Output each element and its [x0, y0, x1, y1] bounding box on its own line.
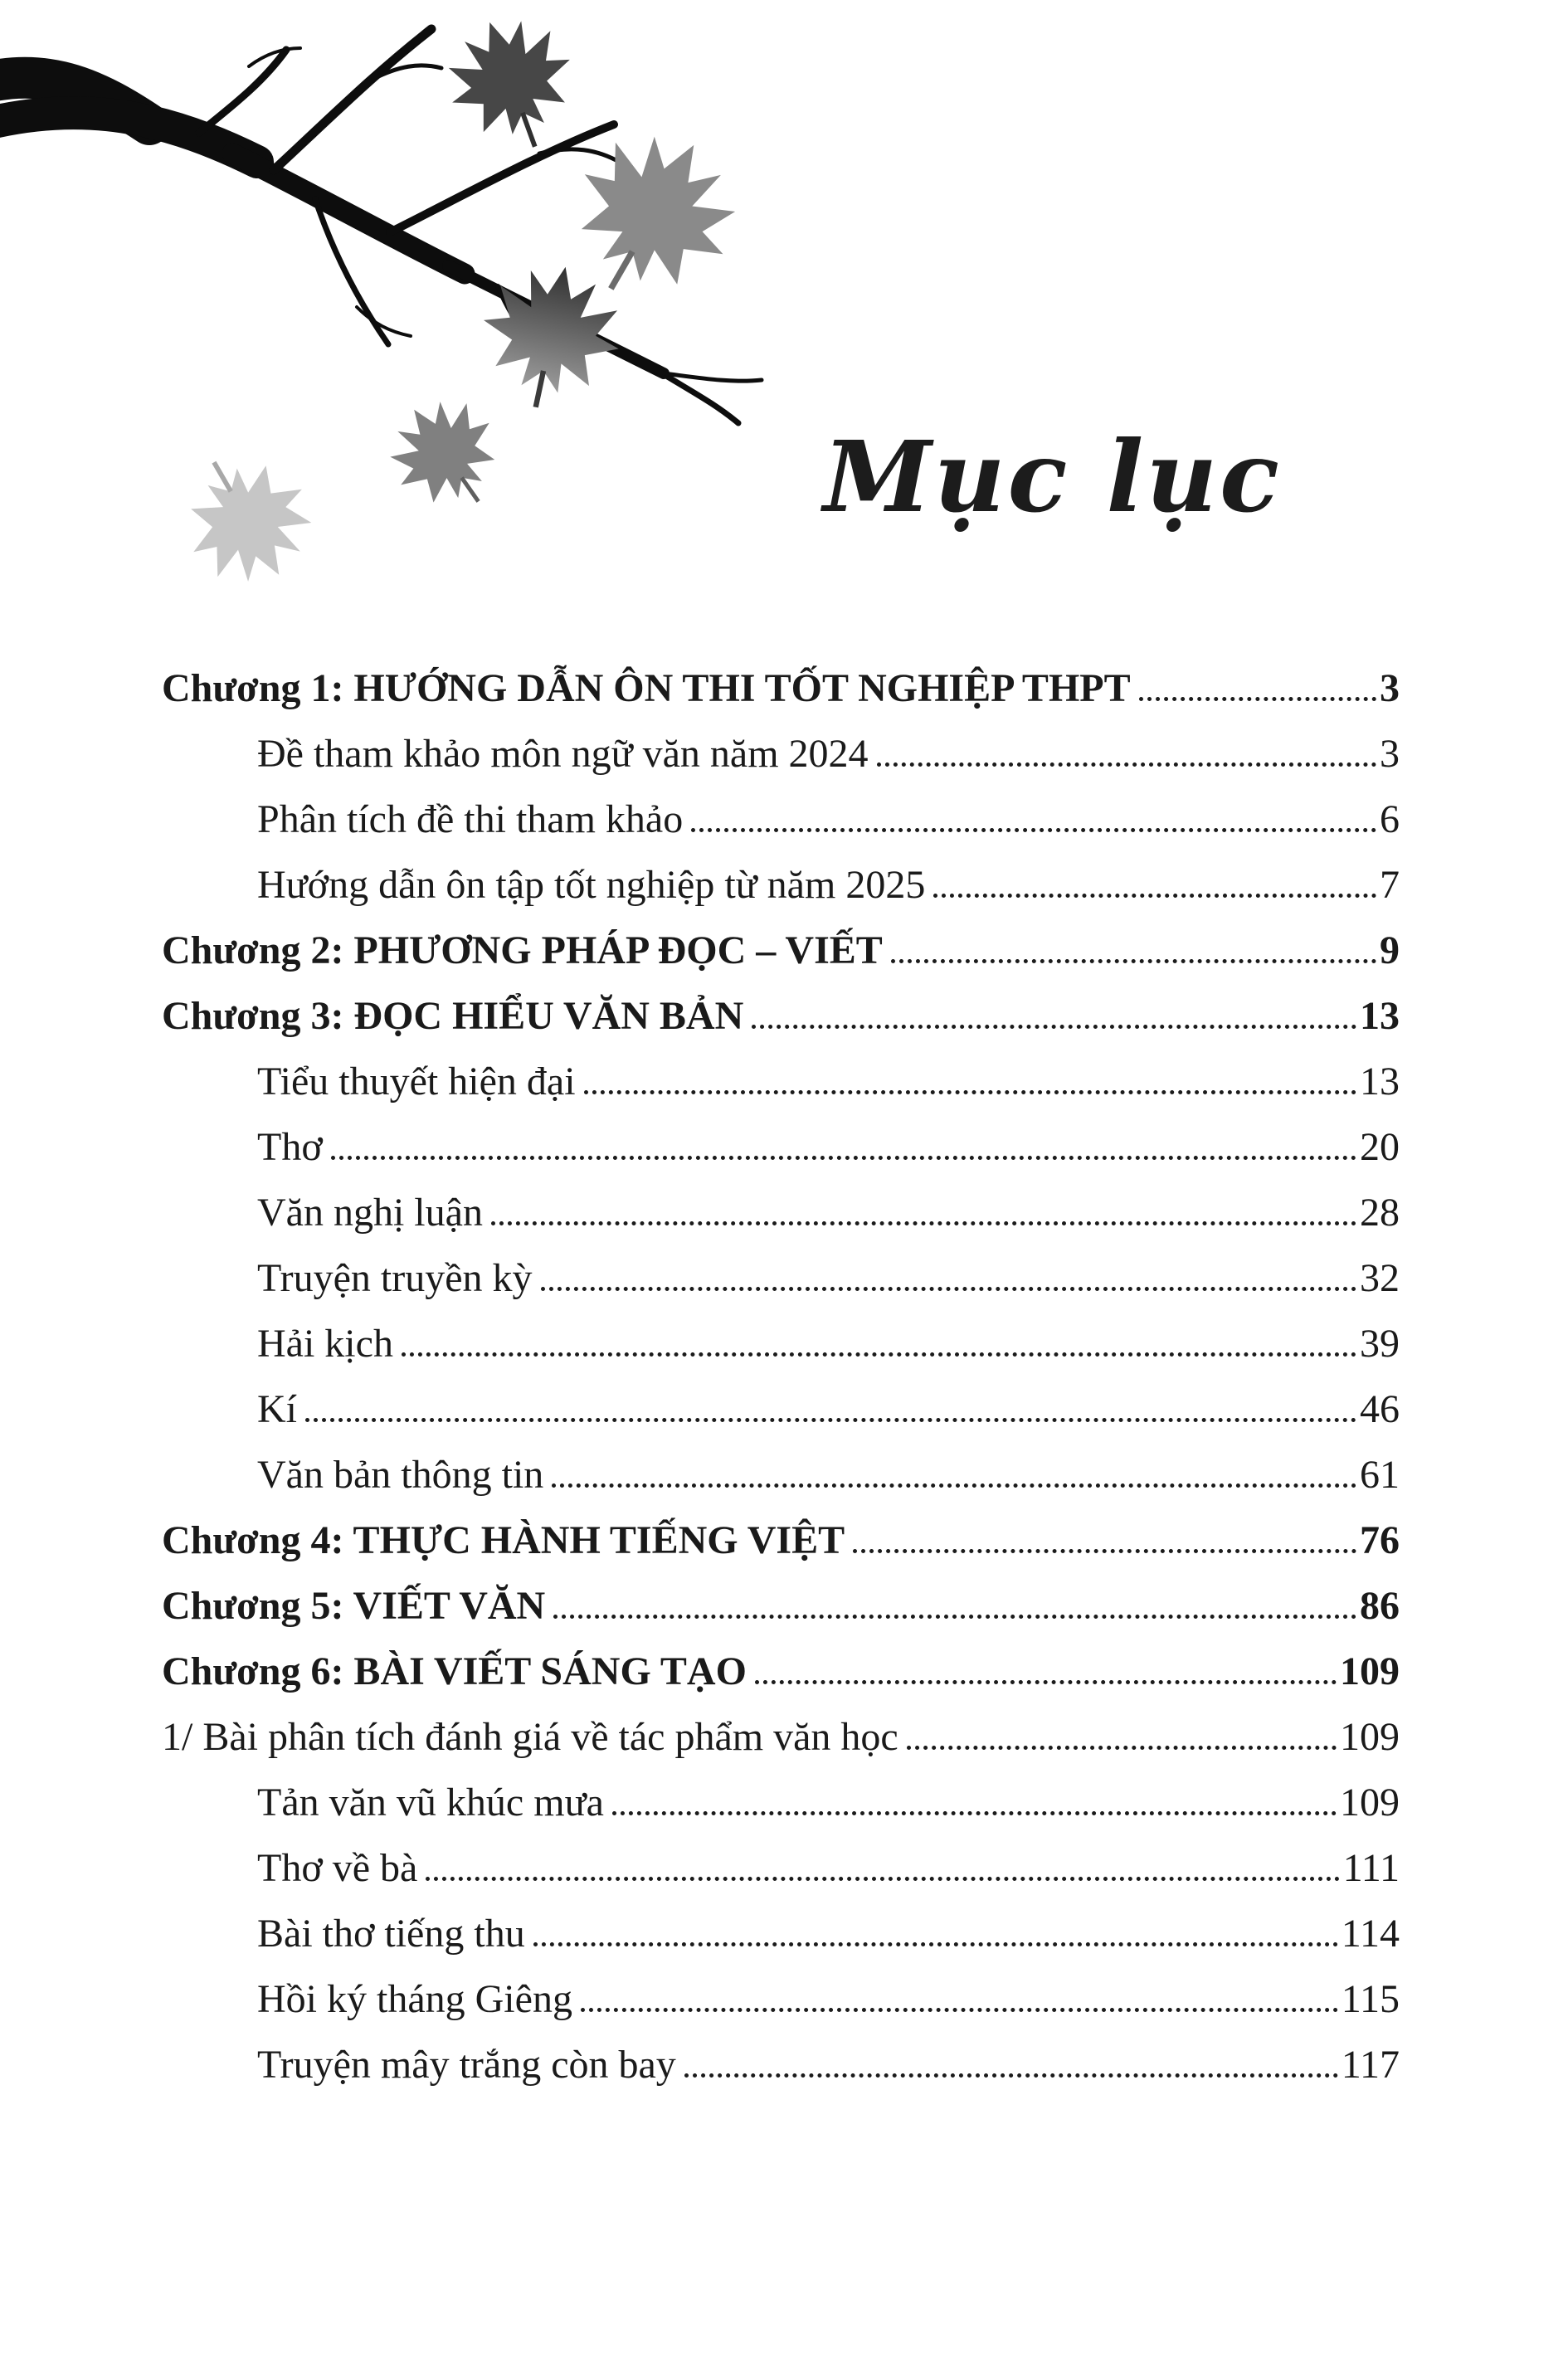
toc-list [162, 665, 1400, 2107]
toc-entry-page: 32 [1360, 1256, 1400, 1300]
dotted-leader [553, 1615, 1356, 1619]
toc-entry [162, 1649, 1400, 1714]
toc-entry [162, 993, 1400, 1059]
toc-entry [162, 1255, 1400, 1321]
maple-leaf [468, 252, 633, 421]
toc-entry-label: Văn nghị luận [257, 1191, 483, 1235]
toc-entry-page: 3 [1380, 732, 1400, 776]
maple-leaf [370, 379, 523, 533]
dotted-leader [533, 1942, 1338, 1946]
toc-entry [162, 1124, 1400, 1190]
toc-entry [162, 1583, 1400, 1649]
toc-entry-page: 13 [1360, 994, 1400, 1038]
toc-entry-label: Tản văn vũ khúc mưa [257, 1781, 604, 1824]
toc-entry-page: 117 [1341, 2043, 1400, 2087]
toc-entry [162, 862, 1400, 928]
toc-entry-page: 114 [1341, 1912, 1400, 1956]
toc-entry [162, 1780, 1400, 1845]
toc-entry-label: Hướng dẫn ôn tập tốt nghiệp từ năm 2025 [257, 863, 926, 907]
toc-entry-page: 76 [1360, 1518, 1400, 1562]
dotted-leader [541, 1287, 1356, 1291]
toc-entry [162, 731, 1400, 797]
dotted-leader [691, 828, 1376, 832]
toc-entry-label: Văn bản thông tin [257, 1453, 544, 1497]
toc-entry-page: 111 [1342, 1846, 1400, 1890]
toc-entry-label: Bài thơ tiếng thu [257, 1912, 525, 1956]
dotted-leader [612, 1811, 1337, 1815]
toc-entry-label: Chương 5: VIẾT VĂN [162, 1584, 546, 1628]
toc-entry-label: Chương 3: ĐỌC HIỂU VĂN BẢN [162, 994, 744, 1038]
dotted-leader [684, 2073, 1338, 2078]
toc-entry [162, 1452, 1400, 1518]
dotted-leader [907, 1746, 1337, 1750]
toc-entry-page: 13 [1360, 1060, 1400, 1103]
dotted-leader [331, 1156, 1356, 1160]
dotted-leader [933, 894, 1376, 898]
toc-entry-page: 109 [1340, 1715, 1400, 1759]
dotted-leader [877, 762, 1376, 767]
dotted-leader [755, 1680, 1337, 1684]
toc-entry-page: 109 [1340, 1781, 1400, 1824]
toc-entry [162, 928, 1400, 993]
toc-entry [162, 1518, 1400, 1583]
toc-entry [162, 1321, 1400, 1386]
dotted-leader [426, 1877, 1339, 1881]
toc-entry-label: Hải kịch [257, 1322, 393, 1366]
toc-entry-label: Truyện truyền kỳ [257, 1256, 533, 1300]
dotted-leader [891, 959, 1376, 963]
toc-entry [162, 1059, 1400, 1124]
toc-entry-page: 28 [1360, 1191, 1400, 1235]
toc-entry-page: 86 [1360, 1584, 1400, 1628]
toc-entry-page: 7 [1380, 863, 1400, 907]
toc-entry-label: Đề tham khảo môn ngữ văn năm 2024 [257, 732, 869, 776]
toc-entry [162, 1845, 1400, 1911]
toc-entry-label: Thơ về bà [257, 1846, 418, 1890]
toc-entry [162, 665, 1400, 731]
toc-entry-label: 1/ Bài phân tích đánh giá về tác phẩm văn học [162, 1715, 898, 1759]
toc-entry-label: Phân tích đề thi tham khảo [257, 797, 684, 841]
toc-entry-page: 115 [1341, 1977, 1400, 2021]
toc-entry-page: 20 [1360, 1125, 1400, 1169]
dotted-leader [402, 1352, 1356, 1357]
toc-entry-label: Kí [257, 1387, 297, 1431]
toc-entry-page: 9 [1380, 928, 1400, 972]
toc-entry-label: Chương 1: HƯỚNG DẪN ÔN THI TỐT NGHIỆP THPT [162, 666, 1131, 710]
toc-entry [162, 797, 1400, 862]
dotted-leader [584, 1090, 1356, 1094]
toc-entry [162, 1911, 1400, 1976]
toc-entry-page: 61 [1360, 1453, 1400, 1497]
toc-entry-label: Chương 4: THỰC HÀNH TIẾNG VIỆT [162, 1518, 845, 1562]
toc-entry [162, 1714, 1400, 1780]
maple-branch-illustration [0, 0, 796, 631]
toc-entry-page: 39 [1360, 1322, 1400, 1366]
toc-entry-page: 109 [1340, 1649, 1400, 1693]
toc-entry [162, 1976, 1400, 2042]
toc-entry-label: Tiểu thuyết hiện đại [257, 1060, 576, 1103]
toc-entry-label: Thơ [257, 1125, 323, 1169]
toc-entry [162, 1386, 1400, 1452]
toc-entry-label: Truyện mây trắng còn bay [257, 2043, 676, 2087]
dotted-leader [491, 1221, 1356, 1225]
page-title: Mục lục [823, 419, 1282, 534]
toc-entry-label: Hồi ký tháng Giêng [257, 1977, 572, 2021]
toc-entry [162, 2042, 1400, 2107]
toc-entry-page: 46 [1360, 1387, 1400, 1431]
toc-entry-page: 6 [1380, 797, 1400, 841]
toc-entry-page: 3 [1380, 666, 1400, 710]
toc-entry-label: Chương 6: BÀI VIẾT SÁNG TẠO [162, 1649, 747, 1693]
dotted-leader [581, 2008, 1338, 2012]
dotted-leader [305, 1418, 1356, 1422]
dotted-leader [853, 1549, 1356, 1553]
maple-leaf [160, 431, 334, 606]
dotted-leader [1139, 697, 1376, 701]
dotted-leader [552, 1483, 1356, 1488]
dotted-leader [752, 1025, 1356, 1029]
toc-entry-label: Chương 2: PHƯƠNG PHÁP ĐỌC – VIẾT [162, 928, 883, 972]
toc-entry [162, 1190, 1400, 1255]
